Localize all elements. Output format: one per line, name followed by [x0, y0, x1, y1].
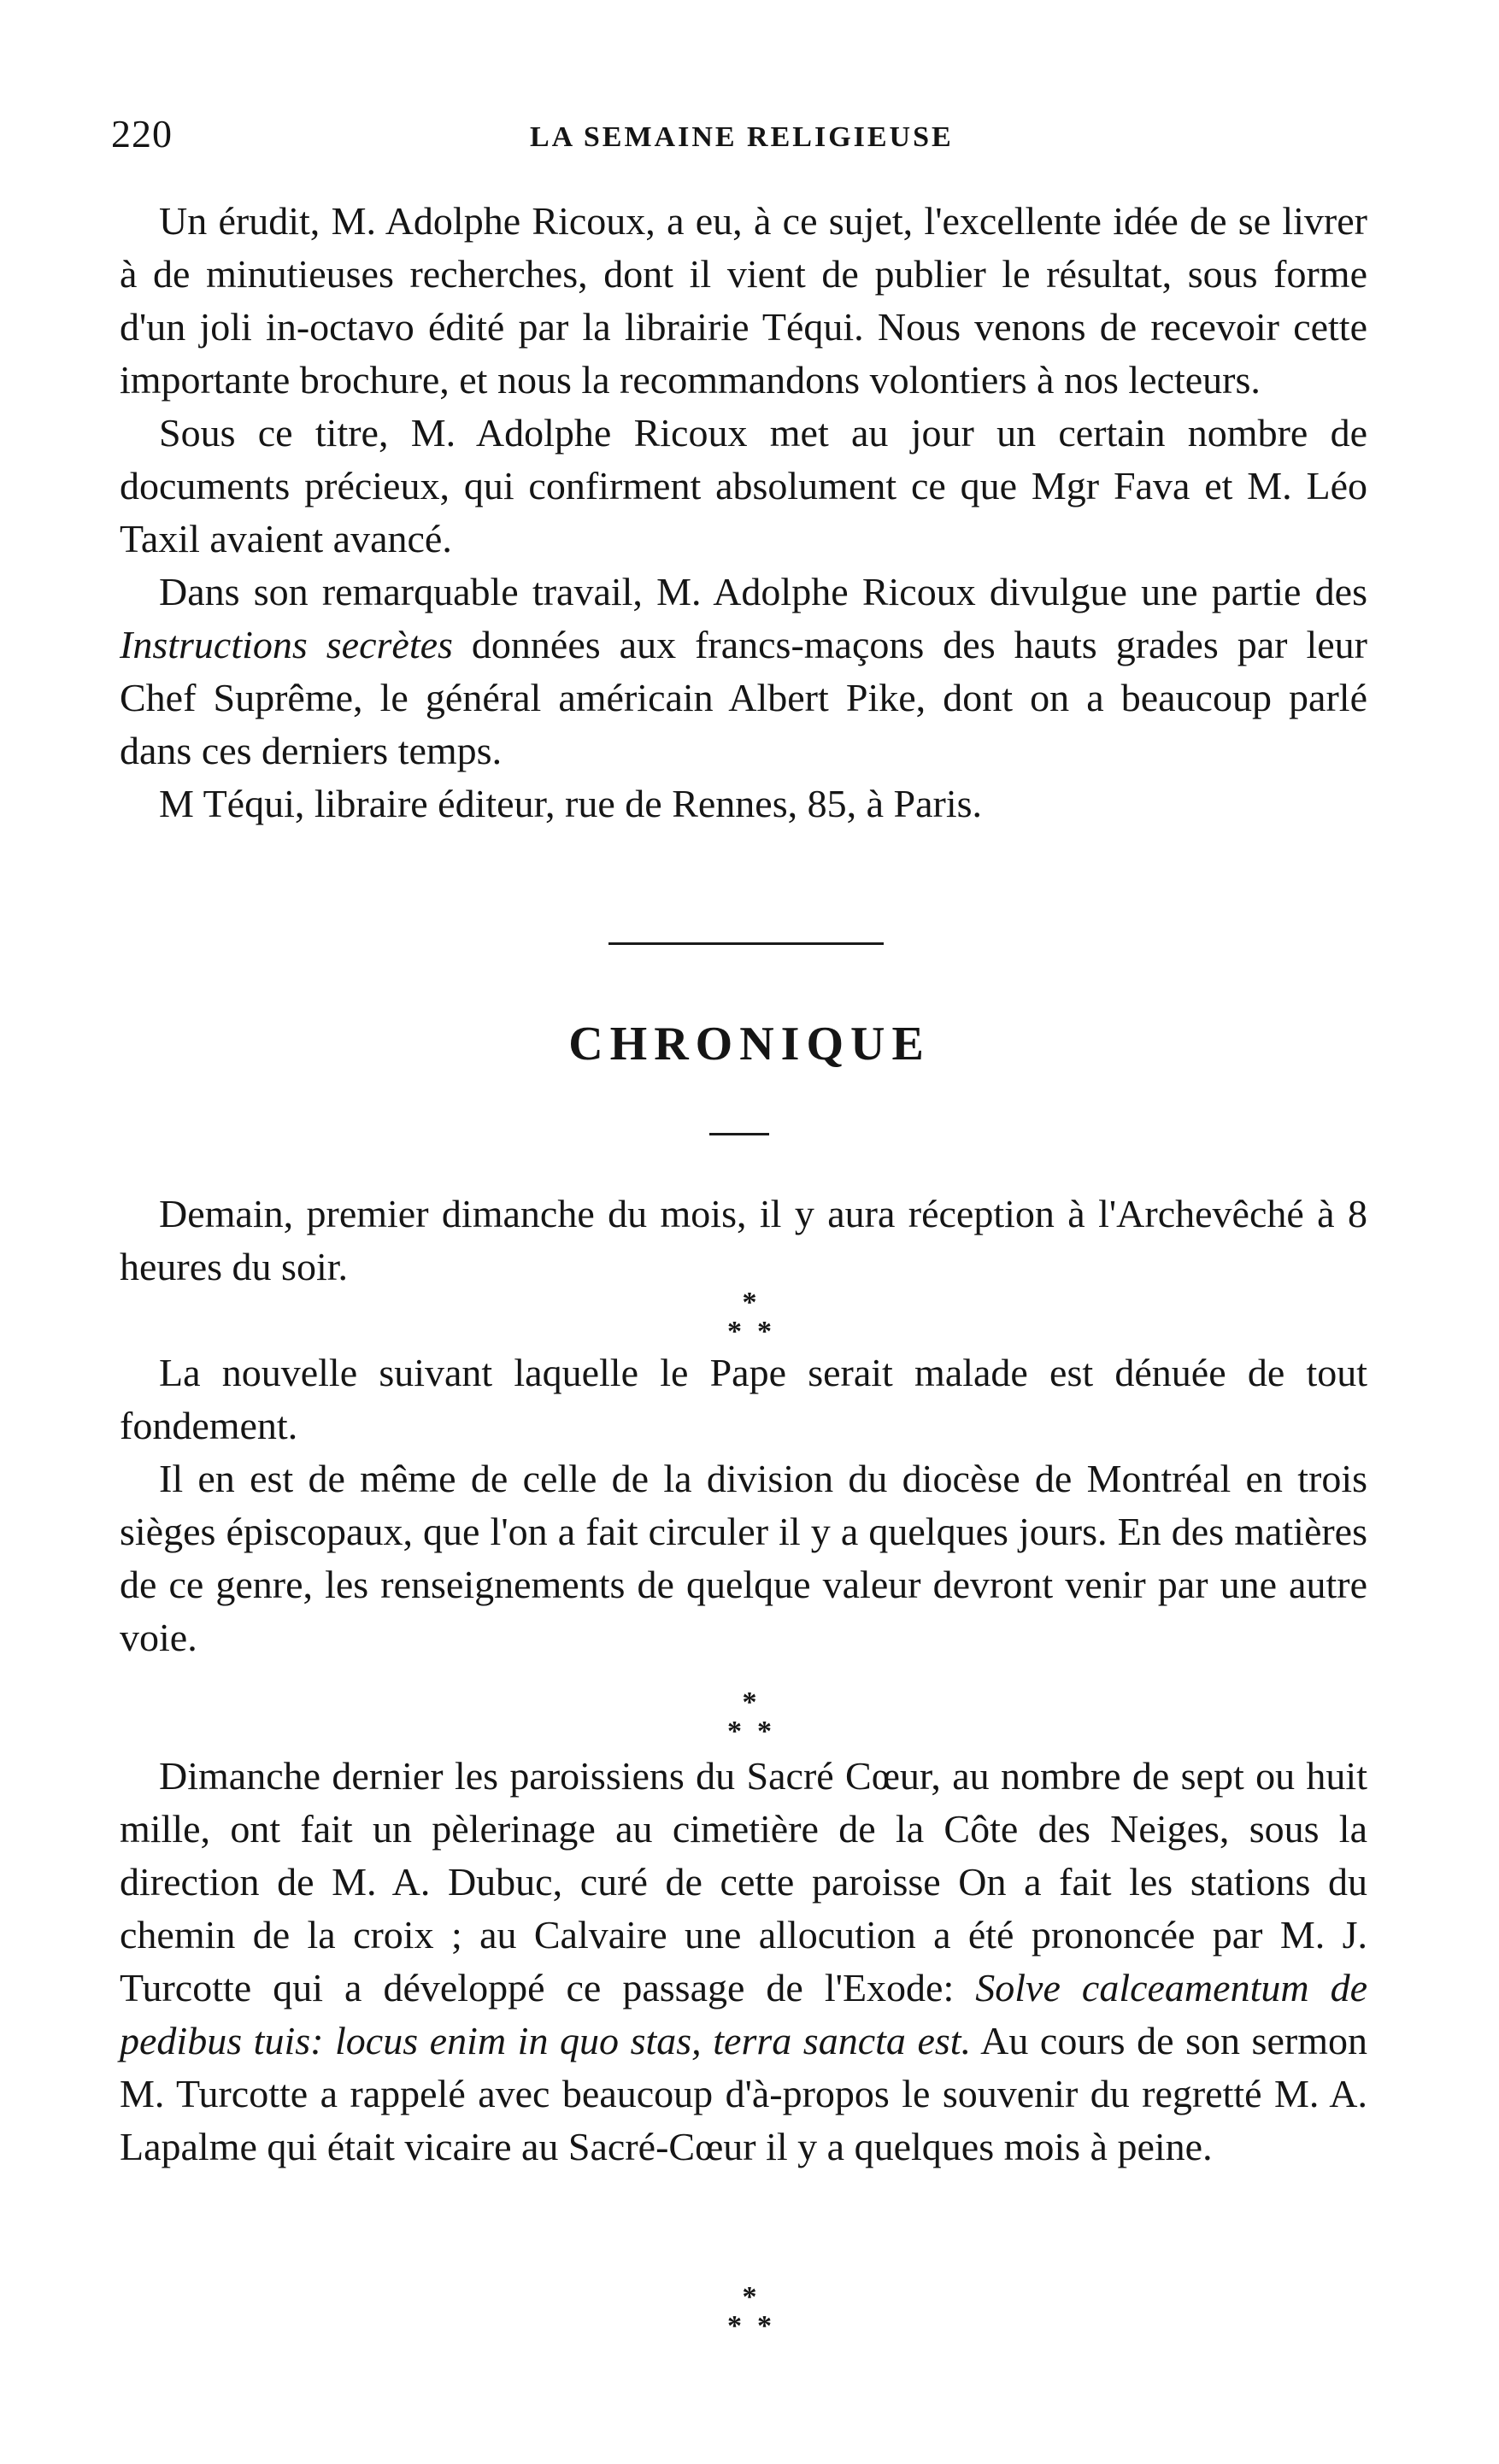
asterism-separator-1 — [0, 1288, 1499, 1346]
page-header — [111, 111, 1444, 162]
asterism-separator-3 — [0, 2283, 1499, 2341]
instructions-secretes-italic: Instructions secrètes — [120, 623, 453, 666]
chronique-item-1 — [120, 1188, 1367, 1294]
exodus-quote-italic: Solve calceamentum de pedibus tuis: locus enim in quo stas, terra sancta est. — [120, 1966, 1368, 2062]
asterism-stars-bottom: ** — [727, 2310, 787, 2342]
pilgrimage-paragraph — [120, 1750, 1367, 2174]
intro-paragraph-3 — [120, 566, 1367, 777]
chronique-item-2 — [120, 1346, 1367, 1664]
pilgrimage-text-rest: Au cours de son sermon M. Turcotte a rappelé avec beaucoup d'à-propos le souvenir du regretté M. A. Lapalme qui était vicaire au Sacré-Cœur il y a quelques mois à peine. — [120, 2019, 1367, 2168]
intro-paragraph-4: M Téqui, libraire éditeur, rue de Rennes, 85, à Paris. — [159, 782, 983, 825]
title-underline-rule — [709, 1133, 769, 1135]
intro-paragraph-3-text: Dans son remarquable travail, M. Adolphe Ricoux divulgue une partie des — [159, 570, 1367, 613]
asterism-star-top: * — [742, 1287, 757, 1318]
asterism-star-top: * — [742, 1687, 757, 1718]
intro-paragraph-3-rest: données aux francs-maçons des hauts grades par leur Chef Suprême, le général américain Albert Pike, dont on a beaucoup parlé dans ces derniers temps. — [120, 623, 1367, 772]
pope-rumor-paragraph: La nouvelle suivant laquelle le Pape serait malade est dénuée de tout fondement. — [120, 1351, 1367, 1447]
intro-paragraph-2: Sous ce titre, M. Adolphe Ricoux met au jour un certain nombre de documents précieux, qui confirment absolument ce que Mgr Fava et M. Léo Taxil avaient avancé. — [120, 411, 1367, 560]
asterism-separator-2 — [0, 1688, 1499, 1746]
chronique-item-3 — [120, 1750, 1367, 2174]
running-head: LA SEMAINE RELIGIEUSE — [530, 121, 954, 153]
section-divider-rule — [608, 942, 884, 945]
diocese-division-paragraph: Il en est de même de celle de la division du diocèse de Montréal en trois sièges épiscopaux, que l'on a fait circuler il y a quelques jours. En des matières de ce genre, les renseignements de quelque valeur devront venir par une autre voie. — [120, 1457, 1367, 1659]
section-title: CHRONIQUE — [568, 1018, 931, 1071]
pilgrimage-text: Dimanche dernier les paroissiens du Sacré Cœur, au nombre de sept ou huit mille, ont fait un pèlerinage au cimetière de la Côte des Neiges, sous la direction de M. A. Dubuc, curé de cette paroisse On a fait les stations du chemin de la croix ; au Calvaire une allocution a été prononcée par M. J. Turcotte qui a développé ce passage de l'Exode: — [120, 1754, 1367, 2009]
page-number: 220 — [111, 112, 173, 155]
asterism-stars-bottom: ** — [727, 1316, 787, 1347]
intro-section — [120, 195, 1367, 830]
reception-paragraph: Demain, premier dimanche du mois, il y aura réception à l'Archevêché à 8 heures du soir. — [120, 1192, 1367, 1288]
intro-paragraph-1: Un érudit, M. Adolphe Ricoux, a eu, à ce sujet, l'excellente idée de se livrer à de minutieuses recherches, dont il vient de publier le résultat, sous forme d'un joli in-octavo édité par la librairie Téqui. Nous venons de recevoir cette importante brochure, et nous la recommandons volontiers à nos lecteurs. — [120, 199, 1367, 402]
asterism-stars-bottom: ** — [727, 1716, 787, 1747]
asterism-star-top: * — [742, 2281, 757, 2313]
